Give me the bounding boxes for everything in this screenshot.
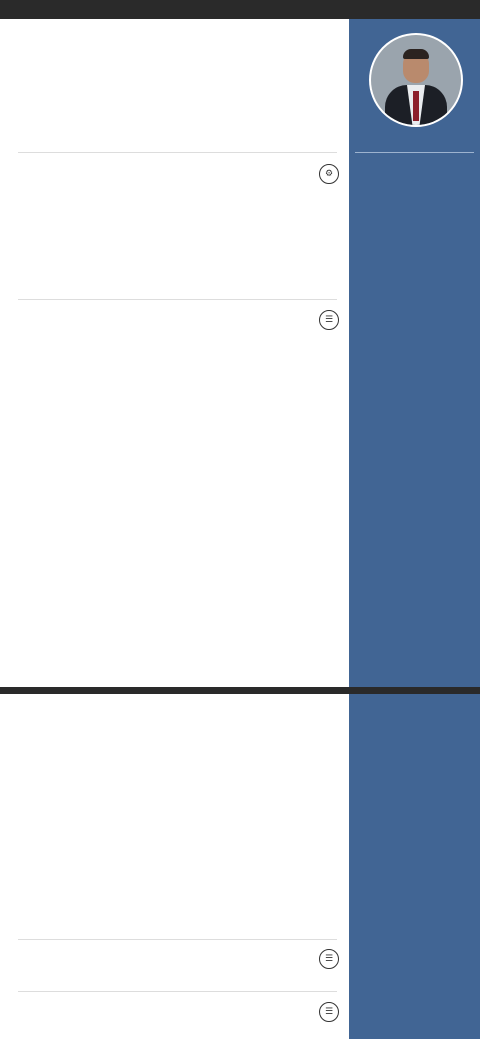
list-icon: ☰	[319, 1002, 339, 1022]
list-icon: ☰	[319, 310, 339, 330]
divider	[18, 939, 337, 940]
sidebar-divider	[355, 152, 474, 153]
flag-icon	[463, 263, 472, 272]
divider	[18, 299, 337, 300]
personal-sidebar	[349, 19, 480, 687]
main-content-2	[0, 694, 349, 1039]
main-content	[0, 19, 349, 687]
page2-sidebar-band	[349, 694, 480, 1039]
profile-photo	[369, 33, 463, 127]
car-icon	[463, 307, 472, 316]
phone-icon	[463, 196, 472, 205]
people-icon	[463, 285, 472, 294]
cv-page-2	[0, 694, 480, 1039]
divider	[18, 152, 337, 153]
divider	[18, 991, 337, 992]
skills-icon: ⚙	[319, 164, 339, 184]
list-icon: ☰	[319, 949, 339, 969]
cv-page-1	[0, 19, 480, 687]
home-icon	[463, 174, 472, 183]
calendar-icon	[463, 240, 472, 249]
person-icon	[463, 153, 472, 162]
mail-icon	[463, 218, 472, 227]
